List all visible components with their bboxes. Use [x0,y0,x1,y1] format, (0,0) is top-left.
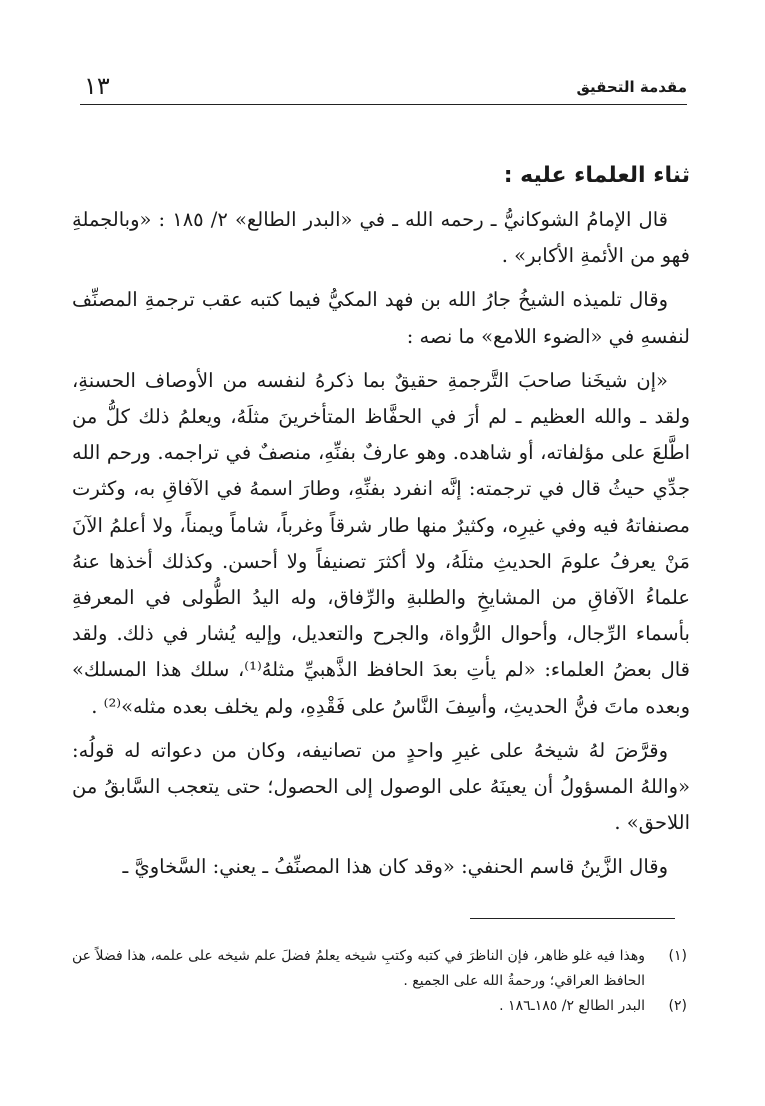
paragraph-shawkani: قال الإمامُ الشوكانيُّ ـ رحمه الله ـ في «البدر الطالع» ٢/ ١٨٥ : «وبالجملةِ فهو من الأئمةِ الأكابر» . [72,208,690,268]
running-header [80,70,687,105]
main-text [72,160,690,894]
footnote-text: وهذا فيه غلو ظاهر، فإن الناظرَ في كتبه وكتبِ شيخه يعلمُ فضلَ علم شيخه على علمه، هذا فضلاً عن الحافظ العراقي؛ ورحمةُ الله على الجميع . [72,948,645,989]
footnote [72,994,687,1019]
footnote [72,944,687,994]
footnote-text: البدر الطالع ٢/ ١٨٥ـ١٨٦ . [499,998,645,1014]
paragraph-ibn-fahd-quote: «إن شيخَنا صاحبَ التَّرجمةِ حقيقٌ بما ذكرهُ لنفسه من الأوصاف الحسنةِ، ولقد ـ والله العظيم ـ لم أرَ في الحفَّاظ المتأخرينَ مثلَهُ، ويعلمُ ذلك كلُّ من اطَّلعَ على مؤلفاته، أو شاهده. وهو عارفٌ بفنِّهِ، منصفٌ في تراجمه. ورحم الله جدِّي حيثُ قال في ترجمته: إنَّه انفرد بفنِّهِ، وطارَ اسمهُ في الآفاقِ به، وكثرت مصنفاتهُ فيه وفي غيرِه، وكثيرٌ منها طار شرقاً وغرباً، شاماً ويمناً، ولا أعلمُ الآنَ مَنْ يعرفُ علومَ الحديثِ مثلَهُ، ولا أكثرَ تصنيفاً ولا أحسن. وكذلك أخذها عنهُ علماءُ الآفاقِ من المشايخِ والطلبةِ والرِّفاق، وله اليدُ الطُّولى في المعرفةِ بأسماء الرِّجال، وأحوال الرُّواة، والجرح والتعديل، وإليه يُشار في ذلك. ولقد قال بعضُ العلماء: «لم يأتِ بعدَ الحافظ الذَّهبيِّ مثلهُ⁽¹⁾، سلك هذا المسلك» وبعده ماتَ فنُّ الحديثِ، وأسِفَ النَّاسُ على فَقْدِهِ، ولم يخلف بعده مثله»⁽²⁾ . [72,368,691,718]
paragraph-sheikh-praise: وقرَّضَ لهُ شيخهُ على غيرِ واحدٍ من تصانيفه، وكان من دعواته له قولُه: «واللهُ المسؤولُ أن يعينَهُ على الوصول إلى الحصول؛ حتى يتعجب السَّابقُ من اللاحق» . [72,738,690,835]
footnote-separator [470,918,675,919]
footnote-number: (٢) [668,998,687,1014]
footnotes [72,944,687,1019]
page-number: ١٣ [84,72,110,100]
running-header-title: مقدمة التحقيق [576,78,687,96]
paragraph-ibn-fahd-intro: وقال تلميذه الشيخُ جارُ الله بن فهد المكيُّ فيما كتبه عقب ترجمةِ المصنِّف لنفسهِ في «الضوء اللامع» ما نصه : [72,288,690,348]
footnote-number: (١) [668,948,687,964]
paragraph-qasim-hanafi: وقال الزَّينُ قاسم الحنفي: «وقد كان هذا المصنِّفُ ـ يعني: السَّخاويَّ ـ [122,855,668,879]
section-heading: ثناء العلماء عليه : [503,163,690,188]
